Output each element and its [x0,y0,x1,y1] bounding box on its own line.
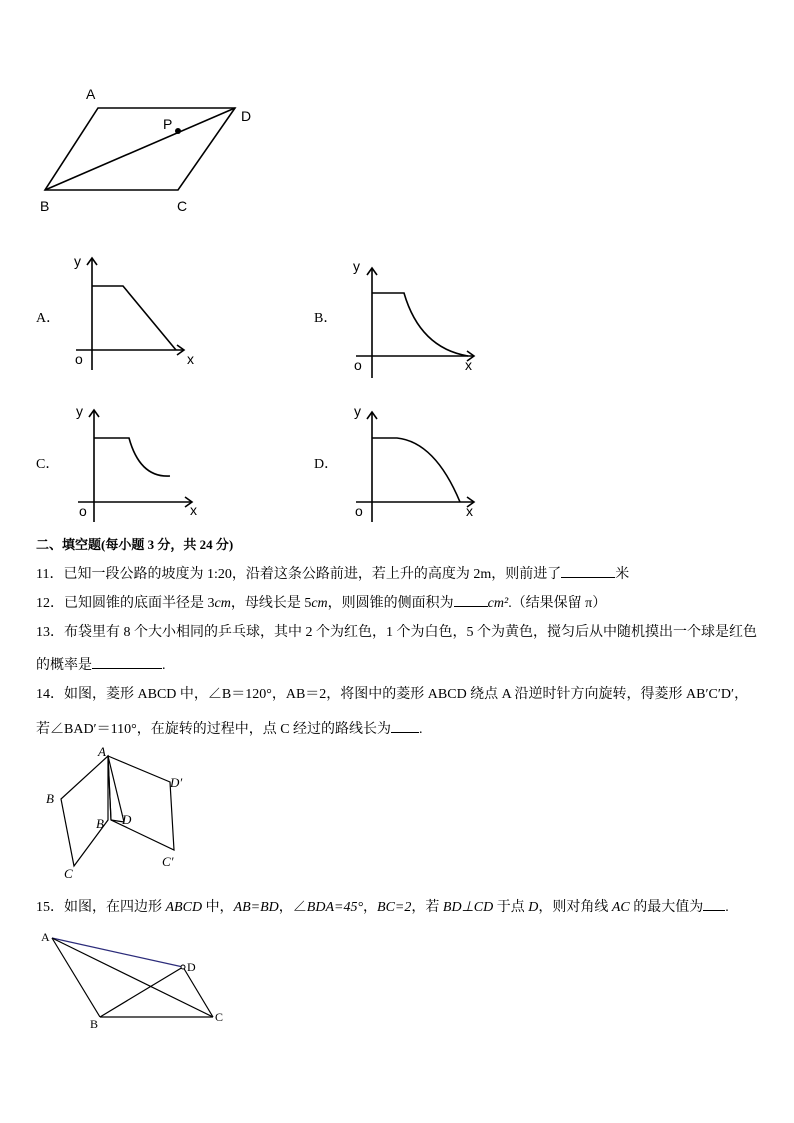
svg-text:y: y [353,258,360,274]
q12-blank[interactable] [454,592,488,607]
svg-text:B: B [96,816,104,831]
q15-t7: ，则对角线 [538,900,612,915]
q12-text-d: .（结果保留 π） [508,596,607,611]
option-b-label: B． [314,311,338,326]
svg-text:y: y [74,253,81,269]
q12-unit-1: cm [214,596,231,611]
q13-period: . [162,658,166,673]
q12-text-c: ，则圆锥的侧面积为 [327,596,454,611]
label-p: P [163,116,173,132]
q12-text-a: 12．已知圆锥的底面半径是 3 [36,596,215,611]
svg-text:A: A [41,930,50,944]
q15-t1: 15．如图，在四边形 [36,900,166,915]
q15-t4: ， [363,900,378,915]
svg-text:y: y [354,403,361,419]
option-a-label: A． [36,311,61,326]
svg-text:B: B [46,791,54,806]
question-13-line-2 [36,654,166,675]
q15-blank[interactable] [703,896,725,911]
svg-text:C′: C′ [162,854,174,869]
svg-text:x: x [466,503,473,519]
q11-text: 11．已知一段公路的坡度为 1:20，沿着这条公路前进，若上升的高度为 2m，则前进了 [36,567,562,582]
point-p [175,128,181,134]
svg-text:y: y [76,403,83,419]
question-13-line-1: 13．布袋里有 8 个大小相同的乒乓球，其中 2 个为红色，1 个为白色，5 个为黄色，搅匀后从中随机摸出一个球是红色 [36,625,757,640]
svg-text:A: A [98,744,106,759]
svg-text:D′: D′ [170,775,183,790]
question-11 [36,563,629,584]
q14-figure [36,744,206,884]
q15-t6: 于点 [493,900,529,915]
svg-text:o: o [79,503,87,519]
q11-blank[interactable] [561,563,615,578]
q15-t3: ，∠ [278,900,307,915]
svg-text:D: D [122,812,132,827]
q15-pd: D [528,900,539,915]
question-12 [36,592,606,613]
q14-rhombus-abcd-prime [108,756,174,850]
svg-text:C: C [215,1010,224,1024]
option-c-graph [72,400,212,526]
q15-t2: 中， [202,900,234,915]
question-14-line-2 [36,718,423,739]
parallelogram-figure [30,80,270,220]
svg-text:x: x [190,502,197,518]
q12-text-b: ，母线长是 5 [230,596,312,611]
label-b: B [40,198,50,214]
option-a-graph [70,248,210,378]
label-a: A [86,86,96,102]
option-d-label: D． [314,457,339,472]
q15-eq4: BD⊥CD [442,900,494,915]
section-2-title: 二、填空题(每小题 3 分，共 24 分) [36,537,234,552]
svg-text:o: o [355,503,363,519]
svg-text:D: D [187,960,196,974]
option-c-curve [94,438,170,476]
option-a-curve [92,286,176,350]
q13-blank[interactable] [92,654,162,669]
q14-period: . [419,722,423,737]
q15-ac: AC [611,900,630,915]
option-d-curve [372,438,460,502]
svg-text:B: B [90,1017,99,1031]
q12-unit-2: cm [311,596,328,611]
svg-text:C: C [64,866,73,881]
q14-blank[interactable] [391,718,419,733]
q15-period: . [725,900,729,915]
q15-figure [36,924,236,1034]
svg-text:o: o [354,357,362,373]
option-c-label: C． [36,457,60,472]
q15-eq3: BC=2 [377,900,412,915]
svg-text:o: o [75,351,83,367]
q12-unit-3: cm² [487,596,509,611]
svg-text:x: x [187,351,194,367]
q15-t8: 的最大值为 [629,900,704,915]
question-14-line-1: 14．如图，菱形 ABCD 中，∠B＝120°，AB＝2，将图中的菱形 ABCD 绕点 A 沿逆时针方向旋转，得菱形 AB′C′D′， [36,687,749,702]
q15-eq2: BDA=45° [306,900,364,915]
label-d: D [241,108,252,124]
label-c: C [177,198,188,214]
q15-eq1: AB=BD [233,900,279,915]
q14-rhombus-abcd [61,756,108,866]
svg-text:x: x [465,357,472,373]
q15-t5: ，若 [411,900,443,915]
q11-unit: 米 [615,567,630,582]
option-b-graph [350,258,490,380]
question-15 [36,896,729,917]
q13-text: 的概率是 [36,658,92,673]
option-d-graph [350,402,490,526]
q15-abcd: ABCD [165,900,203,915]
option-b-curve [372,293,468,356]
q14-text: 若∠BAD′＝110°，在旋转的过程中，点 C 经过的路线长为 [36,722,392,737]
